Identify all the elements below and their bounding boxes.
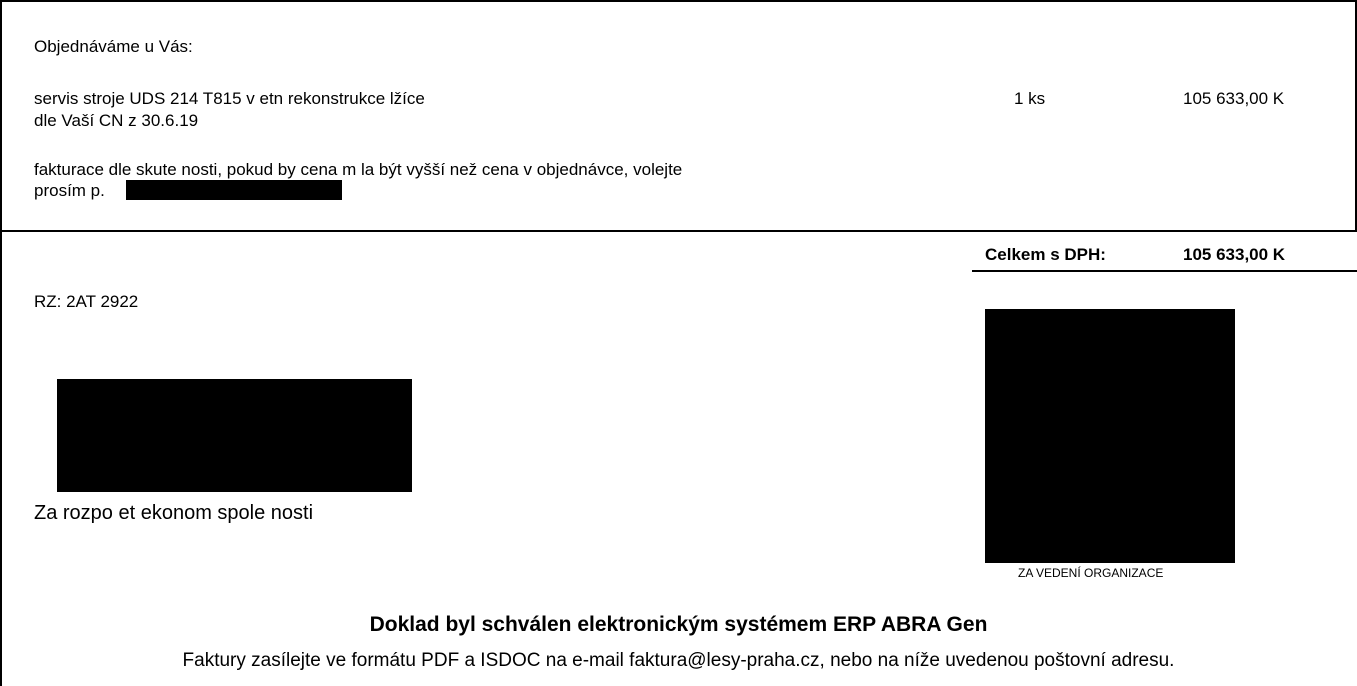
left-border <box>0 0 2 686</box>
items-bottom-divider <box>0 230 1357 232</box>
billing-note-line1: fakturace dle skute nosti, pokud by cena m la být vyšší než cena v objednávce, volejte <box>34 160 683 179</box>
redacted-economist-signature <box>57 379 412 492</box>
invoice-instructions: Faktury zasílejte ve formátu PDF a ISDOC na e-mail faktura@lesy-praha.cz, nebo na níže uvedenou poštovní adresu. <box>182 650 1175 671</box>
total-value: 105 633,00 K <box>1183 245 1286 264</box>
total-label: Celkem s DPH: <box>985 245 1106 264</box>
management-signature-caption: ZA VEDENÍ ORGANIZACE <box>1018 566 1164 580</box>
billing-note-line2: prosím p. <box>34 181 105 200</box>
vehicle-registration: RZ: 2AT 2922 <box>34 292 139 311</box>
item-description-line2: dle Vaší CN z 30.6.19 <box>34 111 199 130</box>
item-description-line1: servis stroje UDS 214 T815 v etn rekonstrukce lžíce <box>34 89 425 108</box>
total-underline <box>972 270 1357 272</box>
item-quantity: 1 ks <box>1014 89 1046 108</box>
top-border <box>0 0 1357 2</box>
approval-statement: Doklad byl schválen elektronickým systémem ERP ABRA Gen <box>369 613 988 636</box>
order-intro: Objednáváme u Vás: <box>34 37 193 56</box>
redacted-contact-name <box>126 180 342 200</box>
redacted-management-signature <box>985 309 1235 563</box>
economist-signature-caption: Za rozpo et ekonom spole nosti <box>34 502 314 524</box>
item-price: 105 633,00 K <box>1183 89 1285 108</box>
